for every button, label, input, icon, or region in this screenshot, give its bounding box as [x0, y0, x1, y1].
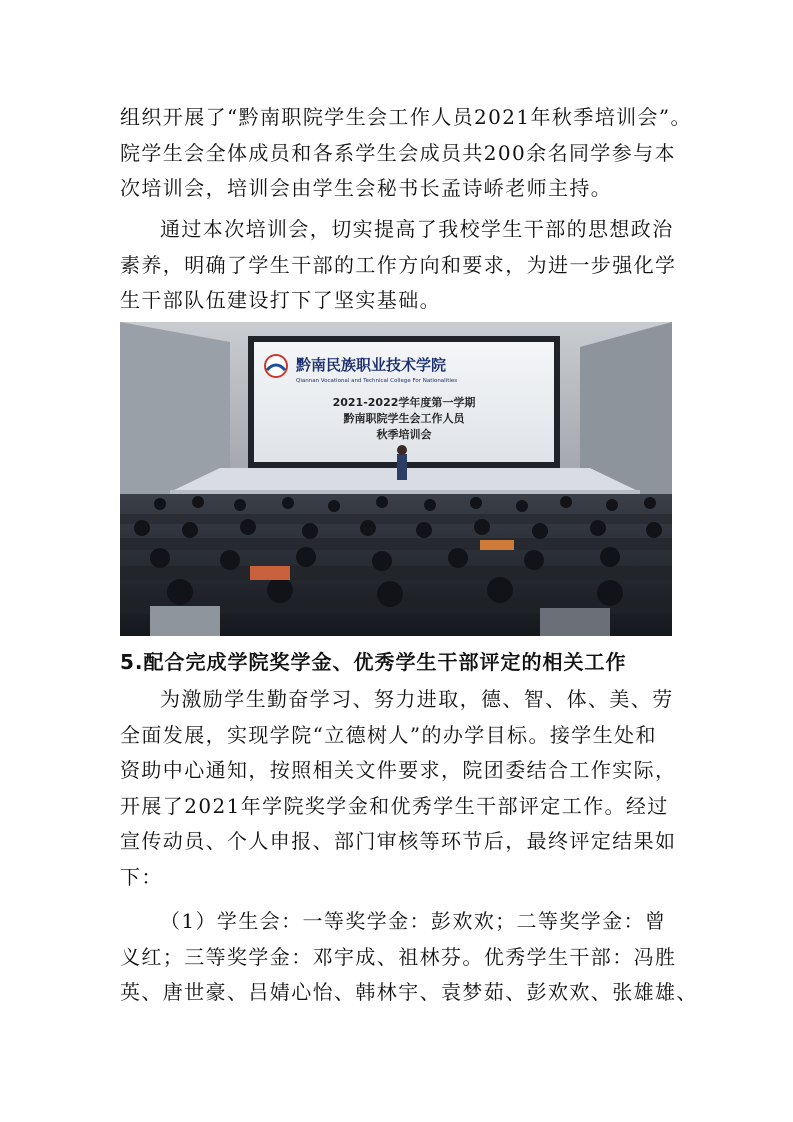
text-line: 生干部队伍建设打下了坚实基础。: [120, 288, 441, 312]
text-line: 组织开展了“黔南职院学生会工作人员2021年秋季培训会”。: [120, 105, 692, 129]
text-line: 素养，明确了学生干部的工作方向和要求，为进一步强化学: [120, 252, 677, 277]
text-line: 通过本次培训会，切实提高了我校学生干部的思想政治: [160, 217, 674, 241]
text-line: 资助中心通知，按照相关文件要求，院团委结合工作实际，: [120, 758, 677, 782]
text-line: 开展了2021年学院奖学金和优秀学生干部评定工作。经过: [120, 793, 669, 818]
text-line: 义红；三等奖学金：邓宇成、祖林芬。优秀学生干部：冯胜: [120, 944, 677, 969]
text-line: 全面发展，实现学院“立德树人”的办学目标。接学生处和: [120, 722, 657, 747]
screen-logo-en: Qiannan Vocational and Technical College For Nationalities: [296, 378, 458, 384]
paragraph-training-result: [120, 212, 676, 319]
presenter: [397, 454, 407, 480]
screen-logo-text: 黔南民族职业技术学院: [296, 356, 447, 374]
paragraph-training-intro: [120, 100, 692, 207]
text-line: 为激励学生勤奋学习、努力进取，德、智、体、美、劳: [160, 687, 674, 711]
text-line: 次培训会，培训会由学生会秘书长孟诗峤老师主持。: [120, 176, 613, 200]
text-line: 宣传动员、个人申报、部门审核等环节后，最终评定结果如: [120, 829, 677, 853]
section-heading-5: 5.配合完成学院奖学金、优秀学生干部评定的相关工作: [120, 650, 627, 674]
training-photo: [120, 322, 672, 636]
screen-line-3: 秋季培训会: [376, 428, 432, 441]
text-line: 英、唐世豪、吕婧心怡、韩林宇、袁梦茹、彭欢欢、张雄雄、: [120, 980, 698, 1004]
text-line: 下：: [120, 864, 163, 889]
screen-line-1: 2021-2022学年度第一学期: [332, 396, 476, 409]
auditorium-photo-illustration: [120, 322, 672, 636]
text-line: （1）学生会：一等奖学金：彭欢欢；二等奖学金：曾: [160, 909, 667, 933]
paragraph-scholarship: [120, 682, 676, 895]
text-line: 院学生会全体成员和各系学生会成员共200余名同学参与本: [120, 140, 676, 165]
screen-line-2: 黔南职院学生会工作人员: [343, 412, 465, 425]
paragraph-student-union-results: [120, 904, 698, 1011]
